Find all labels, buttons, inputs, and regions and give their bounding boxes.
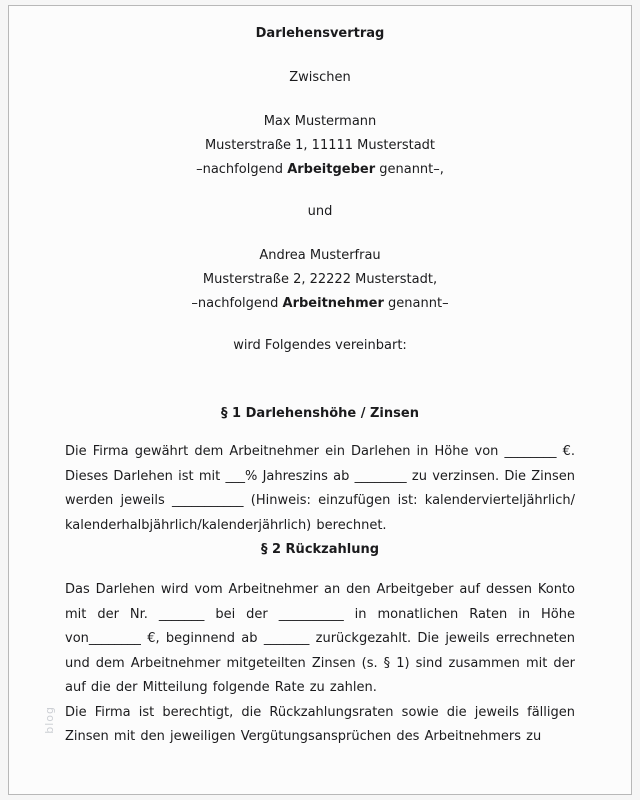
- party1-address: Musterstraße 1, 11111 Musterstadt: [204, 138, 436, 153]
- party2-role-line: [65, 292, 575, 316]
- party1-role-prefix: –nachfolgend: [196, 162, 288, 177]
- party2-address: Musterstraße 2, 22222 Musterstadt,: [202, 272, 438, 287]
- side-watermark: blog: [43, 706, 56, 734]
- party1-role-line: [65, 158, 575, 182]
- party1-name: Max Mustermann: [263, 114, 377, 129]
- document-title: Darlehensvertrag: [255, 26, 385, 41]
- party1-block: [65, 110, 575, 182]
- between-label: Zwischen: [289, 70, 351, 85]
- party2-name: Andrea Musterfrau: [259, 248, 381, 263]
- party1-role-suffix: genannt–,: [375, 162, 444, 177]
- section1-paragraph: Die Firma gewährt dem Arbeitnehmer ein Darlehen in Höhe von ________ €. Dieses Darlehen ist mit ___% Jahreszins ab ________ zu verzinsen. Die Zinsen werden jeweils ___________ (Hinweis: einzufügen ist: kalendervierteljährlich/ kalenderhalbjährlich/kalenderjährlich) berechnet.: [65, 444, 575, 533]
- party2-role-suffix: genannt–: [383, 296, 449, 311]
- party1-role-term: Arbeitgeber: [287, 162, 376, 177]
- agreement-intro: wird Folgendes vereinbart:: [233, 338, 407, 353]
- and-label: und: [307, 204, 333, 219]
- party2-role-prefix: –nachfolgend: [191, 296, 283, 311]
- document-page: [8, 5, 632, 795]
- section2-paragraph1: Das Darlehen wird vom Arbeitnehmer an den Arbeitgeber auf dessen Konto mit der Nr. _______ bei der __________ in monatlichen Raten in Höhe von________ €, beginnend ab _______ zurückgezahlt. Die jeweils errechneten und dem Arbeitnehmer mitgeteilten Zinsen (s. § 1) sind zusammen mit der auf die der Mitteilung folgende Rate zu zahlen.: [65, 582, 575, 695]
- section1-heading: § 1 Darlehenshöhe / Zinsen: [221, 406, 419, 421]
- party2-block: [65, 244, 575, 316]
- party2-role-term: Arbeitnehmer: [282, 296, 384, 311]
- section2-paragraph2: Die Firma ist berechtigt, die Rückzahlungsraten sowie die jeweils fälligen Zinsen mit den jeweiligen Vergütungsansprüchen des Arbeitnehmers zu: [65, 704, 575, 744]
- section2-heading: § 2 Rückzahlung: [260, 542, 380, 557]
